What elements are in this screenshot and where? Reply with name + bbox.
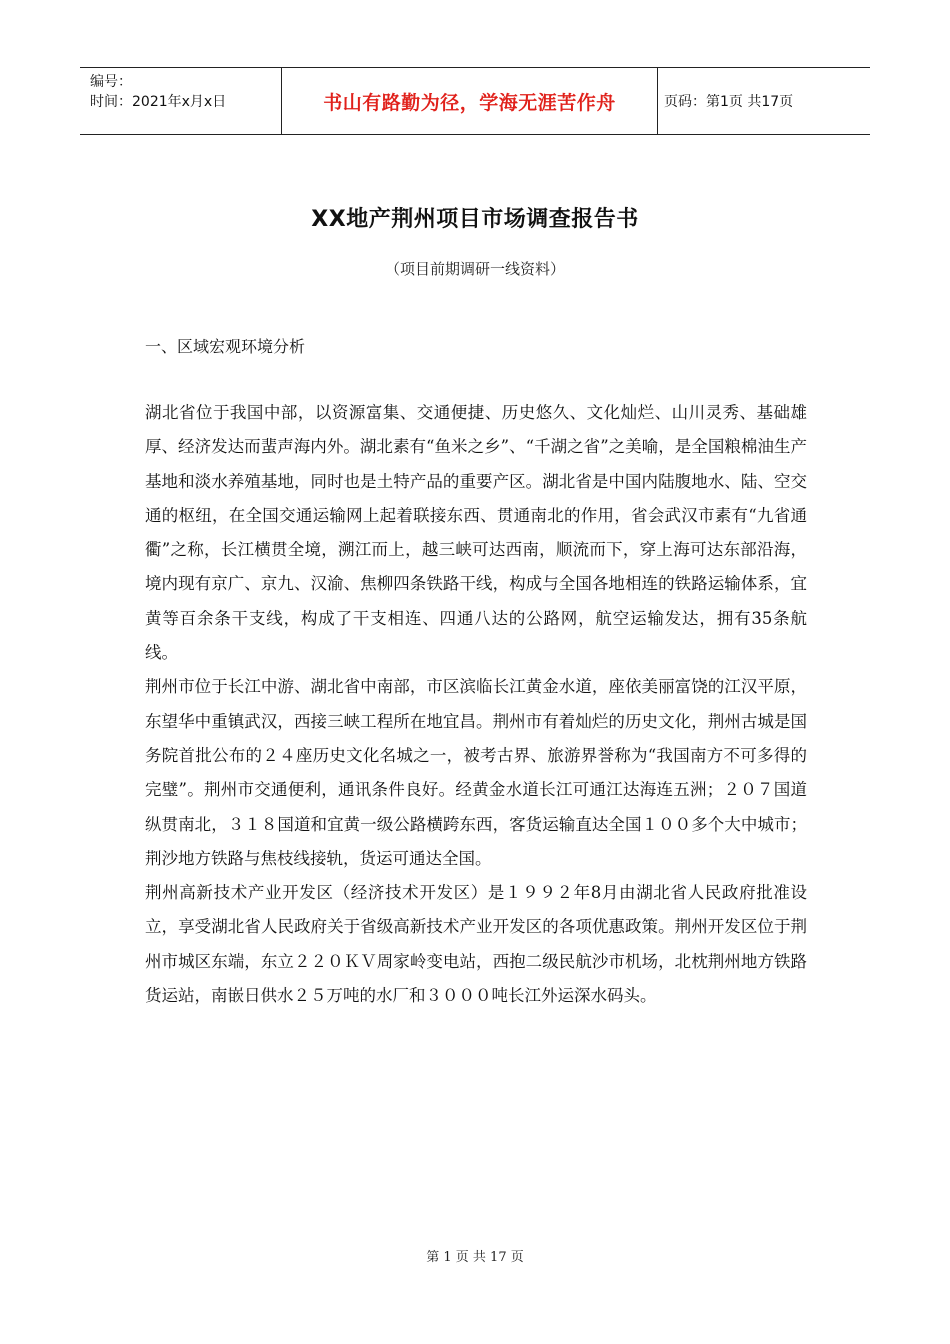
paragraph-jingzhou: 荆州市位于长江中游、湖北省中南部，市区滨临长江黄金水道，座依美丽富饶的江汉平原，东望华中重镇武汉，西接三峡工程所在地宜昌。荆州市有着灿烂的历史文化，荆州古城是国务院首批公布的２４座历史文化名城之一，被考古界、旅游界誉称为“我国南方不可多得的完璧”。荆州市交通便利，通讯条件良好。经黄金水道长江可通江达海连五洲；２０７国道纵贯南北，３１８国道和宜黄一级公路横跨东西，客货运输直达全国１００多个大中城市；荆沙地方铁路与焦枝线接轨，货运可通达全国。 (145, 677, 807, 868)
document-number-label: 编号： (90, 74, 132, 90)
document-body (145, 396, 807, 1013)
document-header (80, 67, 870, 135)
document-title: XX地产荆州项目市场调查报告书 (311, 207, 639, 232)
paragraph-hubei: 湖北省位于我国中部，以资源富集、交通便捷、历史悠久、文化灿烂、山川灵秀、基础雄厚、经济发达而蜚声海内外。湖北素有“鱼米之乡”、“千湖之省”之美喻，是全国粮棉油生产基地和淡水养殖基地，同时也是土特产品的重要产区。湖北省是中国内陆腹地水、陆、空交通的枢纽，在全国交通运输网上起着联接东西、贯通南北的作用，省会武汉市素有“九省通衢”之称，长江横贯全境，溯江而上，越三峡可达西南，顺流而下，穿上海可达东部沿海，境内现有京广、京九、汉渝、焦柳四条铁路干线，构成与全国各地相连的铁路运输体系，宜黄等百余条干支线，构成了干支相连、四通八达的公路网，航空运输发达，拥有35条航线。 (145, 403, 807, 663)
header-motto: 书山有路勤为径，学海无涯苦作舟 (282, 68, 658, 134)
document-subtitle: （项目前期调研一线资料） (384, 260, 565, 278)
section-heading: 一、区域宏观环境分析 (145, 337, 306, 356)
header-page-info: 页码：第1页 共17页 (664, 94, 794, 110)
header-meta (80, 68, 282, 134)
page-footer: 第 1 页 共 17 页 (426, 1250, 524, 1265)
paragraph-development-zone: 荆州高新技术产业开发区（经济技术开发区）是１９９２年8月由湖北省人民政府批准设立，享受湖北省人民政府关于省级高新技术产业开发区的各项优惠政策。荆州开发区位于荆州市城区东端，东立２２０ＫＶ周家岭变电站，西抱二级民航沙市机场，北枕荆州地方铁路货运站，南嵌日供水２５万吨的水厂和３０００吨长江外运深水码头。 (145, 883, 807, 1006)
document-time-label: 时间：2021年x月x日 (90, 94, 227, 110)
